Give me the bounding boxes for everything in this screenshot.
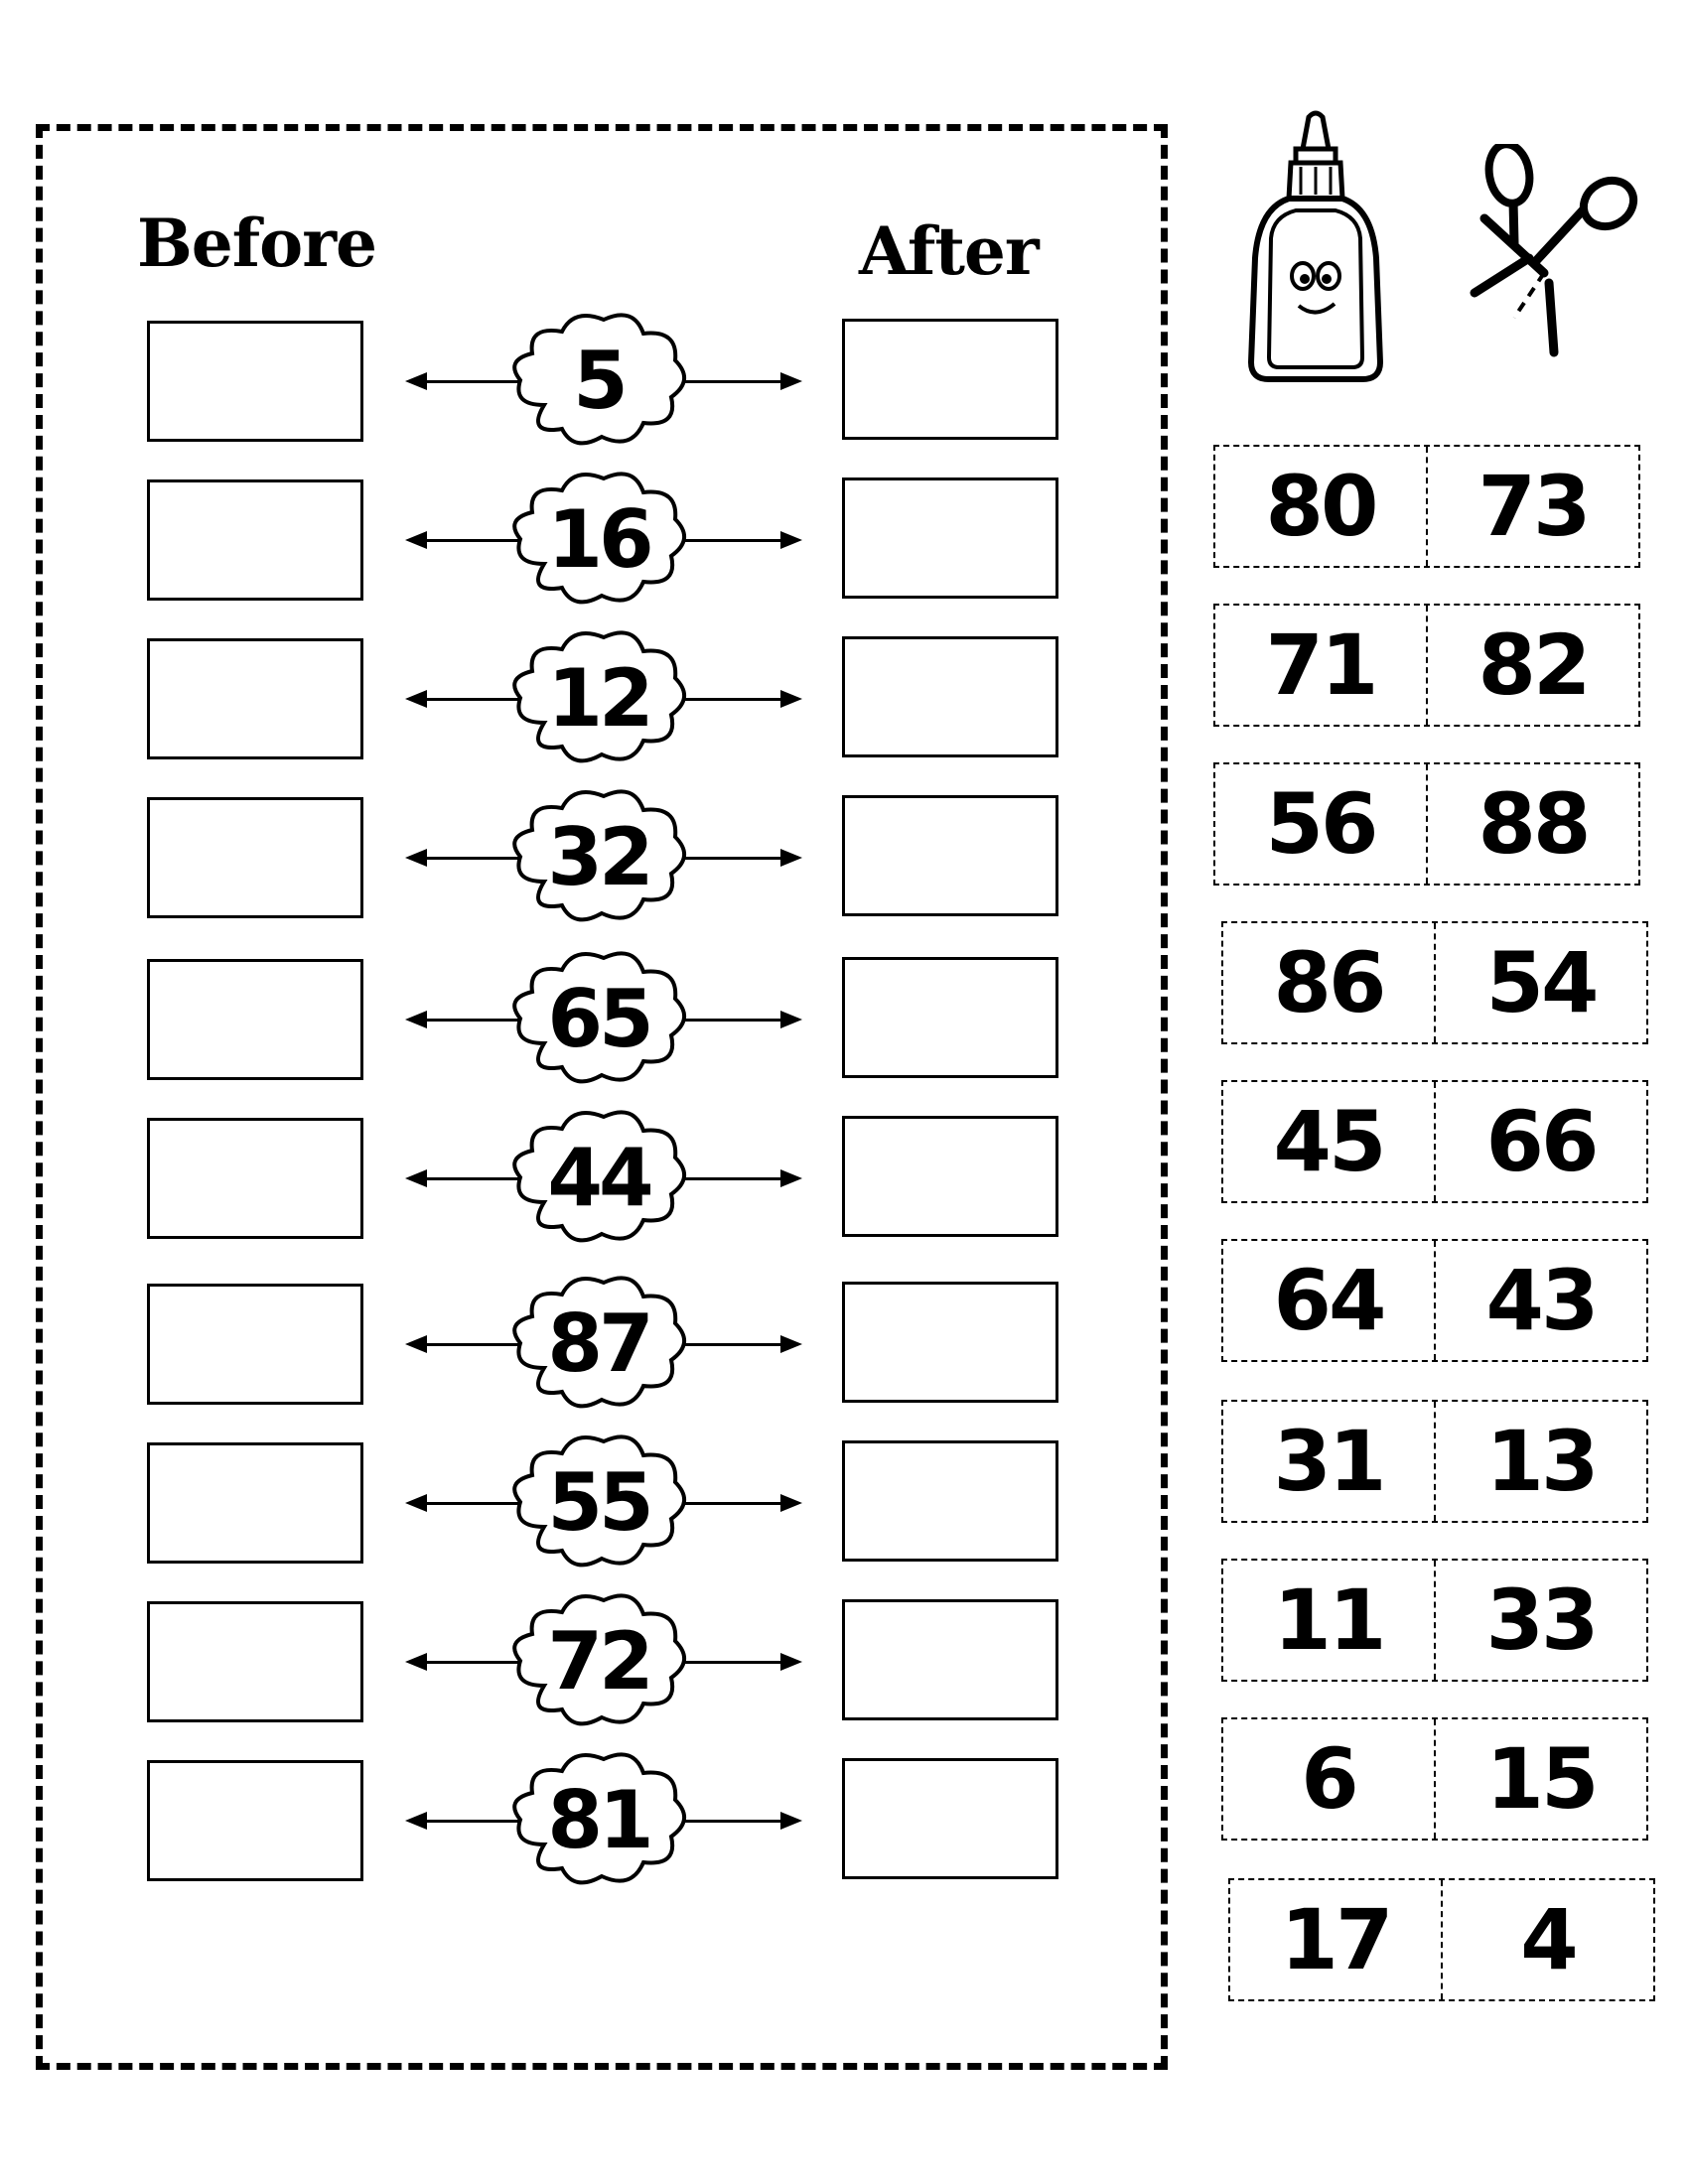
- cutout-number[interactable]: 64: [1273, 1252, 1384, 1349]
- cloud-number: 55: [547, 1455, 650, 1549]
- cutout-number[interactable]: 56: [1265, 775, 1376, 873]
- cloud-shape: [504, 1586, 693, 1735]
- cloud-number: 65: [547, 972, 650, 1065]
- right-arrow-line: [685, 1177, 784, 1180]
- cutout-strip[interactable]: [1221, 1717, 1648, 1841]
- cutout-strip[interactable]: [1221, 1239, 1648, 1362]
- cutout-number[interactable]: 4: [1441, 1880, 1653, 1999]
- right-arrow-icon: [780, 690, 802, 708]
- before-answer-box[interactable]: [147, 1442, 363, 1564]
- cloud-shape: [504, 1428, 693, 1576]
- cloud-number: 44: [547, 1131, 650, 1224]
- cutout-number[interactable]: 11: [1273, 1571, 1384, 1669]
- right-arrow-icon: [780, 372, 802, 390]
- right-arrow-icon: [780, 531, 802, 549]
- after-answer-box[interactable]: [842, 1116, 1058, 1237]
- right-arrow-line: [685, 539, 784, 542]
- cutout-number[interactable]: 45: [1273, 1093, 1384, 1190]
- before-heading: Before: [137, 205, 376, 282]
- cloud-number: 72: [547, 1614, 650, 1707]
- right-arrow-line: [685, 1019, 784, 1022]
- cutout-number[interactable]: 13: [1434, 1402, 1646, 1521]
- after-answer-box[interactable]: [842, 957, 1058, 1078]
- cloud-number: 87: [547, 1297, 650, 1390]
- after-answer-box[interactable]: [842, 1758, 1058, 1879]
- after-answer-box[interactable]: [842, 478, 1058, 599]
- cloud-number: 5: [573, 334, 625, 427]
- before-answer-box[interactable]: [147, 638, 363, 759]
- cutout-number[interactable]: 54: [1434, 923, 1646, 1042]
- before-answer-box[interactable]: [147, 1601, 363, 1722]
- right-arrow-line: [685, 1343, 784, 1346]
- cutout-number[interactable]: 88: [1426, 764, 1638, 884]
- right-arrow-icon: [780, 1494, 802, 1512]
- right-arrow-line: [685, 1820, 784, 1823]
- cutout-number[interactable]: 86: [1273, 934, 1384, 1031]
- cutout-number[interactable]: 17: [1280, 1891, 1391, 1988]
- cutout-number[interactable]: 43: [1434, 1241, 1646, 1360]
- right-arrow-line: [685, 1502, 784, 1505]
- cutout-strip[interactable]: [1221, 1080, 1648, 1203]
- after-answer-box[interactable]: [842, 1282, 1058, 1403]
- right-arrow-icon: [780, 849, 802, 867]
- cutout-number[interactable]: 73: [1426, 447, 1638, 566]
- scissors-icon: [1455, 144, 1643, 366]
- cloud-shape: [504, 623, 693, 772]
- cutout-number[interactable]: 71: [1265, 616, 1376, 714]
- before-answer-box[interactable]: [147, 1118, 363, 1239]
- after-answer-box[interactable]: [842, 1440, 1058, 1562]
- before-answer-box[interactable]: [147, 959, 363, 1080]
- right-arrow-line: [685, 1661, 784, 1664]
- cutout-number[interactable]: 66: [1434, 1082, 1646, 1201]
- glue-bottle-icon: [1241, 109, 1390, 391]
- before-answer-box[interactable]: [147, 321, 363, 442]
- right-arrow-icon: [780, 1653, 802, 1671]
- cutout-number[interactable]: 33: [1434, 1561, 1646, 1680]
- cutout-number[interactable]: 80: [1265, 458, 1376, 555]
- cloud-shape: [504, 1745, 693, 1894]
- right-arrow-icon: [780, 1011, 802, 1028]
- cutout-number[interactable]: 6: [1301, 1730, 1356, 1828]
- cloud-shape: [504, 782, 693, 931]
- cloud-number: 32: [547, 810, 650, 903]
- cloud-number: 16: [547, 492, 650, 586]
- cloud-shape: [504, 465, 693, 614]
- cutout-strip[interactable]: [1221, 1400, 1648, 1523]
- right-arrow-icon: [780, 1812, 802, 1830]
- cutout-strip[interactable]: [1213, 445, 1640, 568]
- cutout-strip[interactable]: [1221, 921, 1648, 1044]
- cutout-number[interactable]: 15: [1434, 1719, 1646, 1839]
- cloud-shape: [504, 1269, 693, 1418]
- before-answer-box[interactable]: [147, 1760, 363, 1881]
- right-arrow-line: [685, 857, 784, 860]
- before-answer-box[interactable]: [147, 797, 363, 918]
- cutout-number[interactable]: 31: [1273, 1413, 1384, 1510]
- before-answer-box[interactable]: [147, 1284, 363, 1405]
- after-answer-box[interactable]: [842, 636, 1058, 757]
- cutout-strip[interactable]: [1213, 762, 1640, 886]
- cloud-number: 12: [547, 651, 650, 745]
- before-answer-box[interactable]: [147, 479, 363, 601]
- cloud-number: 81: [547, 1773, 650, 1866]
- cutout-number[interactable]: 82: [1426, 606, 1638, 725]
- cutout-strip[interactable]: [1221, 1559, 1648, 1682]
- right-arrow-icon: [780, 1335, 802, 1353]
- right-arrow-icon: [780, 1169, 802, 1187]
- right-arrow-line: [685, 380, 784, 383]
- cloud-shape: [504, 1103, 693, 1252]
- cloud-shape: [504, 944, 693, 1093]
- after-answer-box[interactable]: [842, 795, 1058, 916]
- cutout-strip[interactable]: [1228, 1878, 1655, 2001]
- after-answer-box[interactable]: [842, 1599, 1058, 1720]
- after-answer-box[interactable]: [842, 319, 1058, 440]
- after-heading: After: [859, 212, 1039, 290]
- right-arrow-line: [685, 698, 784, 701]
- cloud-shape: [504, 306, 693, 455]
- cutout-strip[interactable]: [1213, 604, 1640, 727]
